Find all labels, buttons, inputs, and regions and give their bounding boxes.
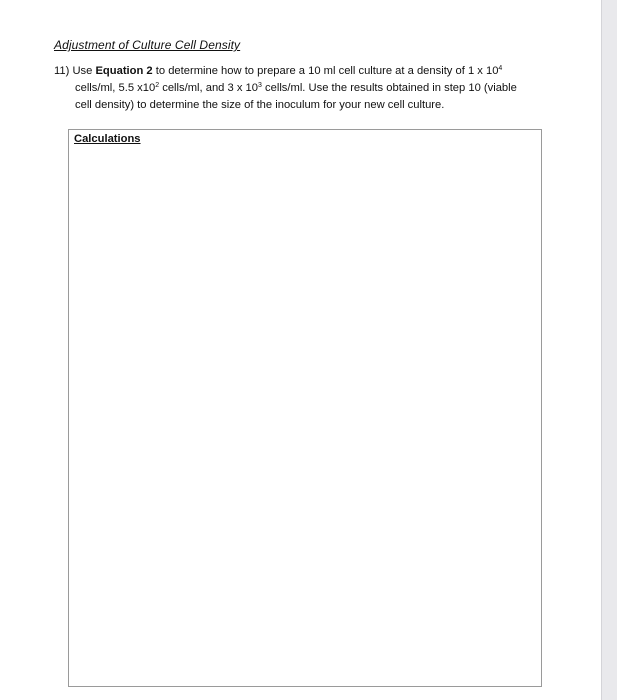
question-11 — [54, 63, 544, 114]
exponent-2: 2 — [155, 82, 160, 89]
exponent-1: 4 — [498, 65, 503, 72]
question-text-1: Use — [72, 65, 96, 77]
question-line-2 — [54, 80, 544, 97]
question-text-2: to determine how to prepare a 10 ml cell culture at a density of 1 x 10 — [152, 65, 499, 77]
calculations-box[interactable] — [68, 129, 542, 687]
question-text-5: cells/ml. Use the results obtained in step 10 (viable — [261, 82, 517, 94]
question-text-6: cell density) to determine the size of the inoculum for your new cell culture. — [75, 99, 445, 111]
exponent-3: 3 — [258, 82, 262, 89]
question-number: 11) — [54, 65, 70, 77]
window-edge-strip — [601, 0, 617, 700]
question-text-4: cells/ml, and 3 x 10 — [159, 82, 258, 94]
question-line-1 — [54, 63, 544, 80]
equation-reference: Equation 2 — [95, 65, 153, 77]
question-text-3: cells/ml, 5.5 x10 — [75, 82, 156, 94]
calculations-label: Calculations — [74, 133, 141, 145]
section-heading: Adjustment of Culture Cell Density — [54, 38, 241, 52]
question-line-3 — [54, 97, 544, 114]
